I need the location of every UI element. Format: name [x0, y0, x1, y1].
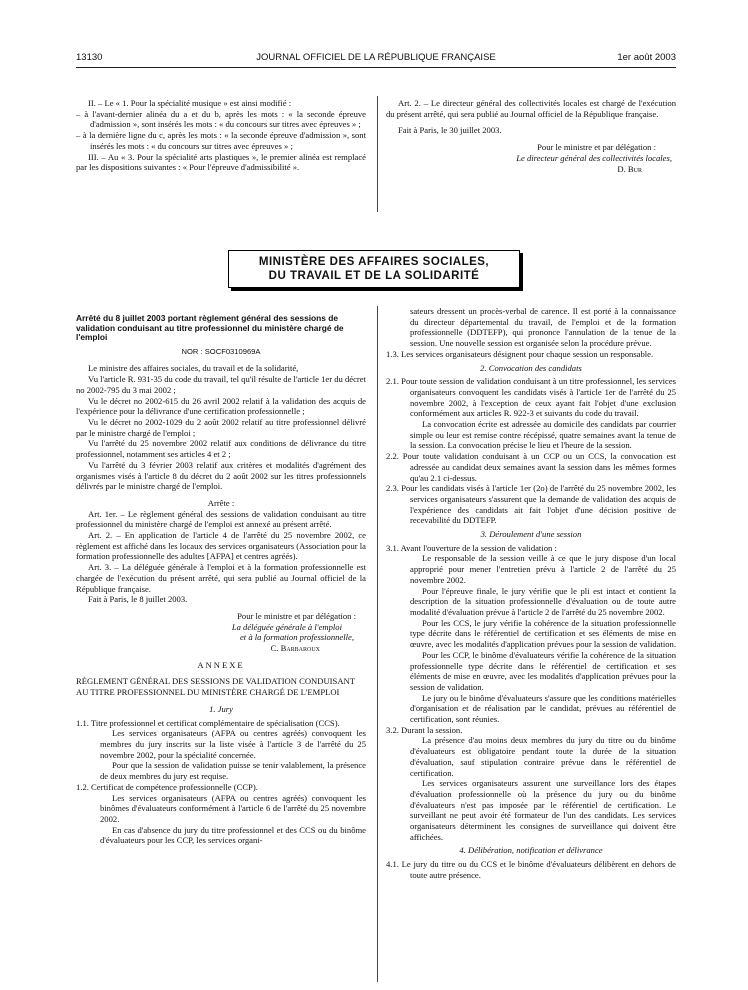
annexe-title: RÈGLEMENT GÉNÉRAL DES SESSIONS DE VALIDATION CONDUISANT AU TITRE PROFESSIONNEL DU MINISTÈRE CHARGÉ DE L'EMPLOI — [76, 676, 355, 698]
signature-title: La déléguée générale à l'emploi — [231, 621, 342, 632]
section-title: 3. Déroulement d'une session — [480, 529, 582, 540]
paragraph: Vu le décret no 2002-615 du 26 avril 2002 relatif à la validation des acquis de l'expérience pour la délivrance d'une certification professionnelle ; — [76, 395, 366, 417]
numbered-item: 3.2. Durant la session. — [386, 724, 463, 735]
article-1: Art. 1er. – Le règlement général des sessions de validation conduisant au titre professionnel du ministère chargé de l'emploi est annexé au présent arrêté. — [76, 508, 366, 530]
paragraph: Vu l'arrêté du 25 novembre 2002 relatif aux conditions de délivrance du titre professionnel, notamment ses articles 4 et 2 ; — [76, 438, 366, 460]
paragraph: Vu l'arrêté du 3 février 2003 relatif aux critères et modalités d'agrément des organismes visés à l'article 8 du décret du 2 août 2002 sur les titres professionnels délivrés par le ministre chargé de l'emploi. — [76, 459, 366, 492]
paragraph: La présence d'au moins deux membres du jury du titre ou du binôme d'évaluateurs est obligatoire pendant toute la durée de la situation d'évaluation, sauf stipulation contraire prévue dans le référentiel de certification. — [410, 735, 676, 778]
paragraph: Le responsable de la session veille à ce que le jury dispose d'un local approprié pour mener l'entretien prévu à l'article 2 de l'arrêté du 25 novembre 2002. — [410, 553, 676, 585]
ministry-line-2: DU TRAVAIL ET DE LA SOLIDARITÉ — [268, 270, 480, 282]
paragraph: III. – Au « 3. Pour la spécialité arts plastiques », le premier alinéa est remplacé par les dispositions suivantes : « Pour l'épreuve d'admissibilité ». — [76, 151, 366, 173]
numbered-item: 1.3. Les services organisateurs désignent pour chaque session un responsable. — [386, 348, 654, 359]
paragraph: Vu l'article R. 931-35 du code du travail, tel qu'il résulte de l'article 1er du décret no 2002-795 du 3 mai 2002 ; — [76, 374, 366, 395]
paragraph: sateurs dressent un procès-verbal de carence. Il est porté à la connaissance du directeur départemental du travail, de l'emploi et de la formation professionnelle (DDTEFP), qui prononce l'annulation de la tenue de la session. Une nouvelle session est organisée selon la procédure prévue. — [410, 306, 676, 349]
article-3: Art. 3. – La déléguée générale à l'emploi et à la formation professionnelle est chargée de l'exécution du présent arrêté, qui sera publié au Journal officiel de la République française. — [76, 562, 366, 594]
numbered-item: 3.1. Avant l'ouverture de la session de validation : — [386, 542, 557, 553]
paragraph: La convocation écrite est adressée au domicile des candidats par courrier simple ou leur est remise contre récépissé, quatre semaines avant la tenue de la session. La convocation précise le lieu et l'heure de la session. — [410, 419, 676, 451]
paragraph: II. – Le « 1. Pour la spécialité musique » est ainsi modifié : — [88, 98, 292, 108]
numbered-item: 2.3. Pour les candidats visés à l'article 1er (2o) de l'arrêté du 25 novembre 2002, les services organisateurs s'assurent que la demande de validation des acquis de l'expérience des candidats ait fait l'objet d'une décision positive de recevabilité du DDTEFP. — [386, 483, 676, 526]
paragraph: Pour que la session de validation puisse se tenir valablement, la présence de deux membres du jury est requise. — [100, 760, 366, 782]
arrete-title: Arrêté du 8 juillet 2003 portant règlement général des sessions de validation conduisant au titre professionnel du ministère chargé de l'emploi — [76, 313, 344, 343]
paragraph: Les services organisateurs (AFPA ou centres agréés) convoquent les binômes d'évaluateurs conformément à l'article 6 de l'arrêté du 25 novembre 2002. — [100, 792, 366, 824]
paragraph: Les services organisateurs assurent une surveillance lors des étapes d'évaluation professionnelle où la présence du jury ou du binôme d'évaluateurs n'est pas imposée par le référentiel de certification. Le surveillant ne peut avoir été formateur de l'un des candidats. Les services organisateurs déterminent les consignes de surveillance qui doivent être affichées. — [410, 778, 676, 842]
paragraph: Le jury ou le binôme d'évaluateurs s'assure que les conditions matérielles d'organisation et de réalisation par le candidat, prévues au référentiel de certification, sont réunies. — [410, 692, 676, 725]
ministry-line-1: MINISTÈRE DES AFFAIRES SOCIALES, — [258, 256, 490, 268]
paragraph: Pour l'épreuve finale, le jury vérifie que le pli est intact et contient la description de la situation professionnelle d'évaluation ou de toute autre modalité d'évaluation prévue à l'article 2 de l'arrêté du 25 novembre 2002. — [410, 585, 676, 617]
paragraph: Le ministre des affaires sociales, du travail et de la solidarité, — [88, 363, 299, 374]
top-left-column — [76, 98, 366, 173]
fait-a-paris: Fait à Paris, le 8 juillet 2003. — [88, 594, 188, 605]
annexe-column — [386, 306, 676, 881]
signature-line: Pour le ministre et par délégation : — [537, 142, 656, 153]
paragraph: Vu le décret no 2002-1029 du 2 août 2002 relatif au titre professionnel délivré par le ministre chargé de l'emploi ; — [76, 417, 366, 438]
signature-name: C. Barbaroux — [270, 643, 320, 654]
numbered-item: 1.1. Titre professionnel et certificat complémentaire de spécialisation (CCS). — [76, 717, 340, 728]
ministry-banner — [228, 250, 520, 288]
signature-title: Le directeur général des collectivités locales, — [516, 152, 672, 163]
paragraph: – à la dernière ligne du c, après les mots : « la seconde épreuve d'admission », sont insérés les mots : « du concours sur titres avec épreuves » ; — [76, 130, 366, 151]
article-2: Art. 2. – En application de l'article 4 de l'arrêté du 25 novembre 2002, ce règlement est affiché dans les locaux des services organisateurs (Association pour la formation professionnelle des adultes [AFPA] et centres agréés). — [76, 530, 366, 562]
section-title: 1. Jury — [209, 703, 233, 714]
top-right-column — [386, 98, 676, 174]
paragraph: Pour les CCS, le jury vérifie la cohérence de la situation professionnelle type décrite dans le référentiel de certification et ses éléments de mise en œuvre, avec les modalités d'application prévues pour la session de validation. — [410, 617, 676, 650]
issue-date: 1er août 2003 — [617, 52, 676, 63]
paragraph: Les services organisateurs (AFPA ou centres agréés) convoquent les membres du jury inscrits sur la liste visée à l'article 3 de l'arrêté du 25 novembre 2002, pour la spécialité concernée. — [100, 728, 366, 760]
header-rule — [76, 67, 676, 68]
arrete-column — [76, 314, 366, 846]
section-title: 2. Convocation des candidats — [480, 362, 582, 373]
fait-a-paris: Fait à Paris, le 30 juillet 2003. — [398, 125, 502, 136]
signature-line: Pour le ministre et par délégation : — [237, 610, 356, 621]
paragraph: En cas d'absence du jury du titre professionnel et des CCS ou du binôme d'évaluateurs pour les CCP, les services organi- — [100, 824, 366, 846]
page-header — [76, 52, 676, 66]
journal-title: JOURNAL OFFICIEL DE LA RÉPUBLIQUE FRANÇAISE — [256, 52, 496, 63]
section-title: 4. Délibération, notification et délivrance — [459, 845, 603, 856]
numbered-item: 2.2. Pour toute validation conduisant à un CCP ou un CCS, la convocation est adressée au candidat deux semaines avant la session dans les mêmes formes qu'au 2.1 ci-dessus. — [386, 451, 676, 483]
paragraph: Pour les CCP, le binôme d'évaluateurs vérifie la cohérence de la situation professionnelle type décrite dans le référentiel de certification et ses éléments de mise en œuvre, avec les modalités d'application prévues pour la session de validation. — [410, 649, 676, 692]
page-number: 13130 — [76, 52, 103, 63]
paragraph: – à l'avant-dernier alinéa du a et du b, après les mots : « la seconde épreuve d'admission », sont insérés les mots : « du concours sur titres avec épreuves » ; — [76, 108, 366, 130]
numbered-item: 4.1. Le jury du titre ou du CCS et le binôme d'évaluateurs délibèrent en dehors de toute autre présence. — [386, 859, 676, 880]
signature-name: D. Bur — [617, 163, 642, 174]
annexe-heading: ANNEXE — [197, 659, 245, 670]
numbered-item: 1.2. Certificat de compétence professionnelle (CCP). — [76, 781, 258, 792]
signature-title: et à la formation professionnelle, — [239, 632, 354, 643]
nor-reference: NOR : SOCF0310969A — [181, 346, 261, 356]
column-divider — [377, 96, 378, 212]
column-divider — [377, 306, 378, 982]
arrete-word: Arrête : — [207, 497, 235, 508]
numbered-item: 2.1. Pour toute session de validation conduisant à un titre professionnel, les services organisateurs convoquent les candidats visés à l'article 1er de l'arrêté du 25 novembre 2002, à l'exception de ceux ayant fait l'objet d'une exclusion conformément aux articles R. 922-3 et suivants du code du travail. — [386, 376, 676, 419]
article-2: Art. 2. – Le directeur général des collectivités locales est chargé de l'exécution du présent arrêté, qui sera publié au Journal officiel de la République française. — [386, 98, 676, 119]
